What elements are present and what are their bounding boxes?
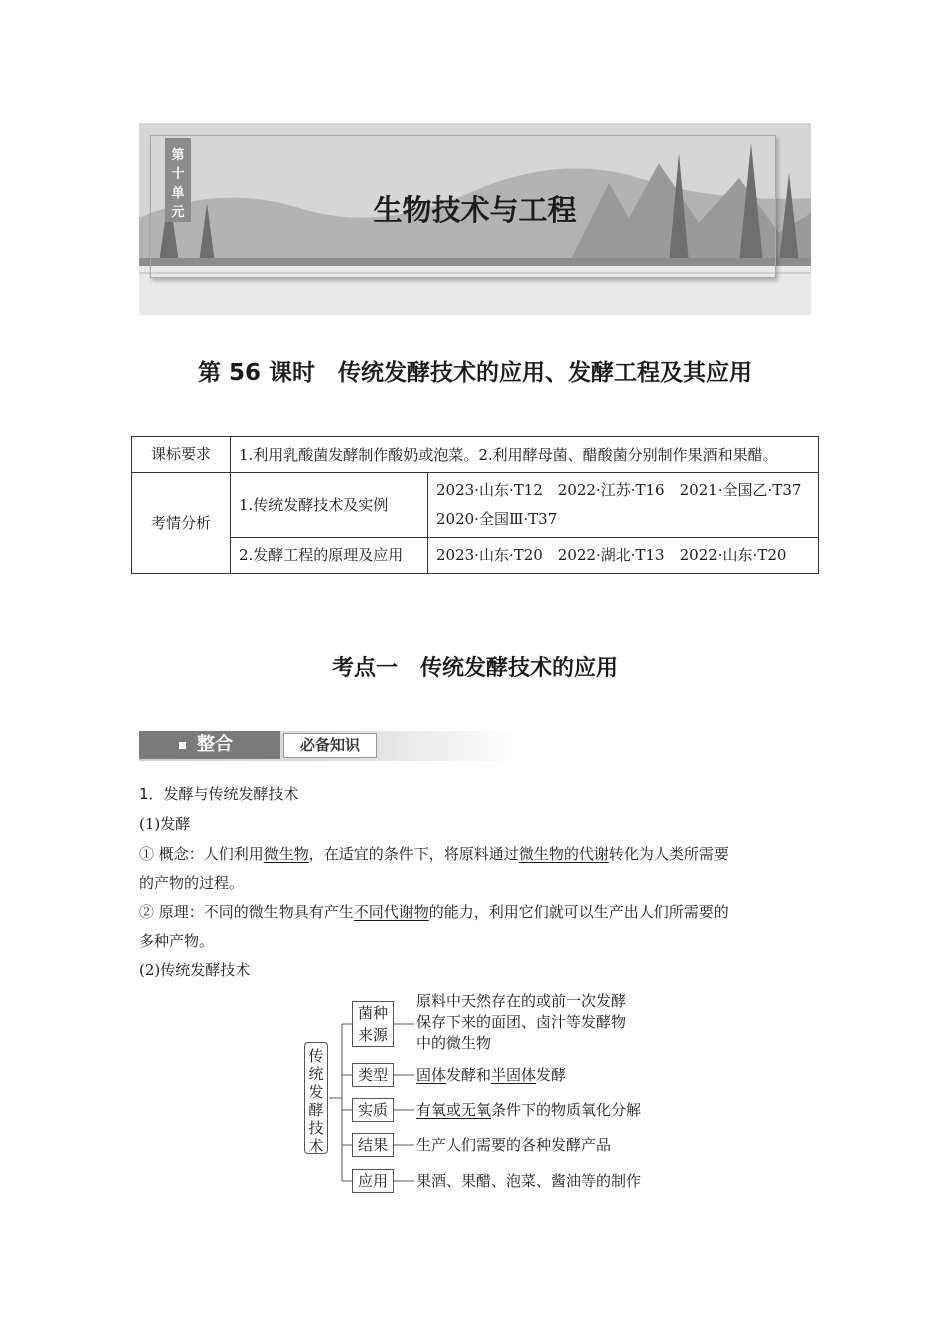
text: ② 原理：不同的微生物具有产生 xyxy=(139,903,354,921)
mindmap-node-type: 类型 xyxy=(352,1063,394,1087)
root-char: 酵 xyxy=(308,1101,324,1119)
mindmap-node-strain-source xyxy=(352,1001,394,1047)
root-char: 发 xyxy=(308,1083,324,1101)
table-cell: 1.传统发酵技术及实例 xyxy=(231,473,428,538)
leaf-line: 原料中天然存在的或前一次发酵 xyxy=(416,992,627,1010)
table-cell: 1.利用乳酸菌发酵制作酸奶或泡菜。2.利用酵母菌、醋酸菌分别制作果酒和果醋。 xyxy=(231,437,819,473)
node-label: 菌种 xyxy=(357,1004,388,1022)
text: 条件下的物质氧化分解 xyxy=(491,1101,642,1119)
unit-char: 十 xyxy=(171,167,185,182)
answer-blank: 固体 xyxy=(416,1066,447,1084)
root-char: 术 xyxy=(308,1137,324,1155)
answer-blank: 不同代谢物 xyxy=(353,903,429,921)
integration-label xyxy=(139,731,280,759)
table-cell: 2023·山东·T20 2022·湖北·T13 2022·山东·T20 xyxy=(428,538,819,574)
unit-label xyxy=(165,138,191,222)
root-char: 传 xyxy=(308,1047,324,1065)
lesson-title: 第 56 课时 传统发酵技术的应用、发酵工程及其应用 xyxy=(197,360,753,386)
table-header-cell: 课标要求 xyxy=(132,437,231,473)
mindmap-leaf-application: 果酒、果醋、泡菜、酱油等的制作 xyxy=(416,1172,642,1190)
mindmap-leaf-essence xyxy=(416,1100,641,1121)
table-cell xyxy=(428,473,819,538)
mindmap-leaf-result: 生产人们需要的各种发酵产品 xyxy=(416,1136,612,1154)
text: ① 概念：人们利用 xyxy=(139,845,264,863)
root-char: 统 xyxy=(308,1065,324,1083)
text: 的产物的过程。 xyxy=(139,874,245,892)
exam-refs-line: 2020·全国Ⅲ·T37 xyxy=(436,510,558,528)
unit-char: 元 xyxy=(171,205,185,220)
mindmap-leaf-type xyxy=(416,1065,566,1086)
knowledge-tag: 必备知识 xyxy=(283,733,377,758)
section-title: 考点一 传统发酵技术的应用 xyxy=(331,656,618,681)
leaf-line: 中的微生物 xyxy=(416,1034,492,1052)
table-row xyxy=(132,473,819,538)
requirements-table xyxy=(131,436,819,574)
principle-paragraph xyxy=(139,898,819,956)
answer-blank: 半固体 xyxy=(491,1066,537,1084)
mindmap-node-essence: 实质 xyxy=(352,1098,394,1122)
square-bullet-icon xyxy=(179,742,186,749)
table-header-cell: 考情分析 xyxy=(132,473,231,574)
text: 的能力，利用它们就可以生产出人们所需要的 xyxy=(428,903,729,921)
integration-label-text: 整合 xyxy=(197,734,233,755)
answer-blank: 有氧或无氧 xyxy=(416,1101,492,1119)
text: 转化为人类所需要 xyxy=(608,845,729,863)
answer-blank: 微生物的代谢 xyxy=(518,845,609,863)
text: 发酵和 xyxy=(446,1066,492,1084)
unit-char: 单 xyxy=(171,186,185,201)
node-label: 来源 xyxy=(357,1026,388,1044)
leaf-line: 保存下来的面团、卤汁等发酵物 xyxy=(416,1013,627,1031)
heading-1: 1．发酵与传统发酵技术 xyxy=(139,785,299,803)
mindmap-node-result: 结果 xyxy=(352,1133,394,1157)
table-row xyxy=(132,437,819,473)
root-char: 技 xyxy=(308,1119,324,1137)
table-cell: 2.发酵工程的原理及应用 xyxy=(231,538,428,574)
text: ，在适宜的条件下，将原料通过 xyxy=(308,845,519,863)
unit-title: 生物技术与工程 xyxy=(373,193,577,227)
table-row xyxy=(132,538,819,574)
mindmap-leaf-strain-source xyxy=(416,991,626,1054)
subheading-traditional: (2)传统发酵技术 xyxy=(139,961,251,979)
mindmap-node-application: 应用 xyxy=(352,1169,394,1193)
exam-refs-line: 2023·山东·T12 2022·江苏·T16 2021·全国乙·T37 xyxy=(436,481,802,499)
mindmap-root xyxy=(304,1042,328,1154)
text: 发酵 xyxy=(536,1066,567,1084)
subheading-fermentation: (1)发酵 xyxy=(139,815,191,833)
text: 多种产物。 xyxy=(139,932,215,950)
concept-paragraph xyxy=(139,840,819,898)
answer-blank: 微生物 xyxy=(263,845,309,863)
unit-char: 第 xyxy=(171,148,185,163)
